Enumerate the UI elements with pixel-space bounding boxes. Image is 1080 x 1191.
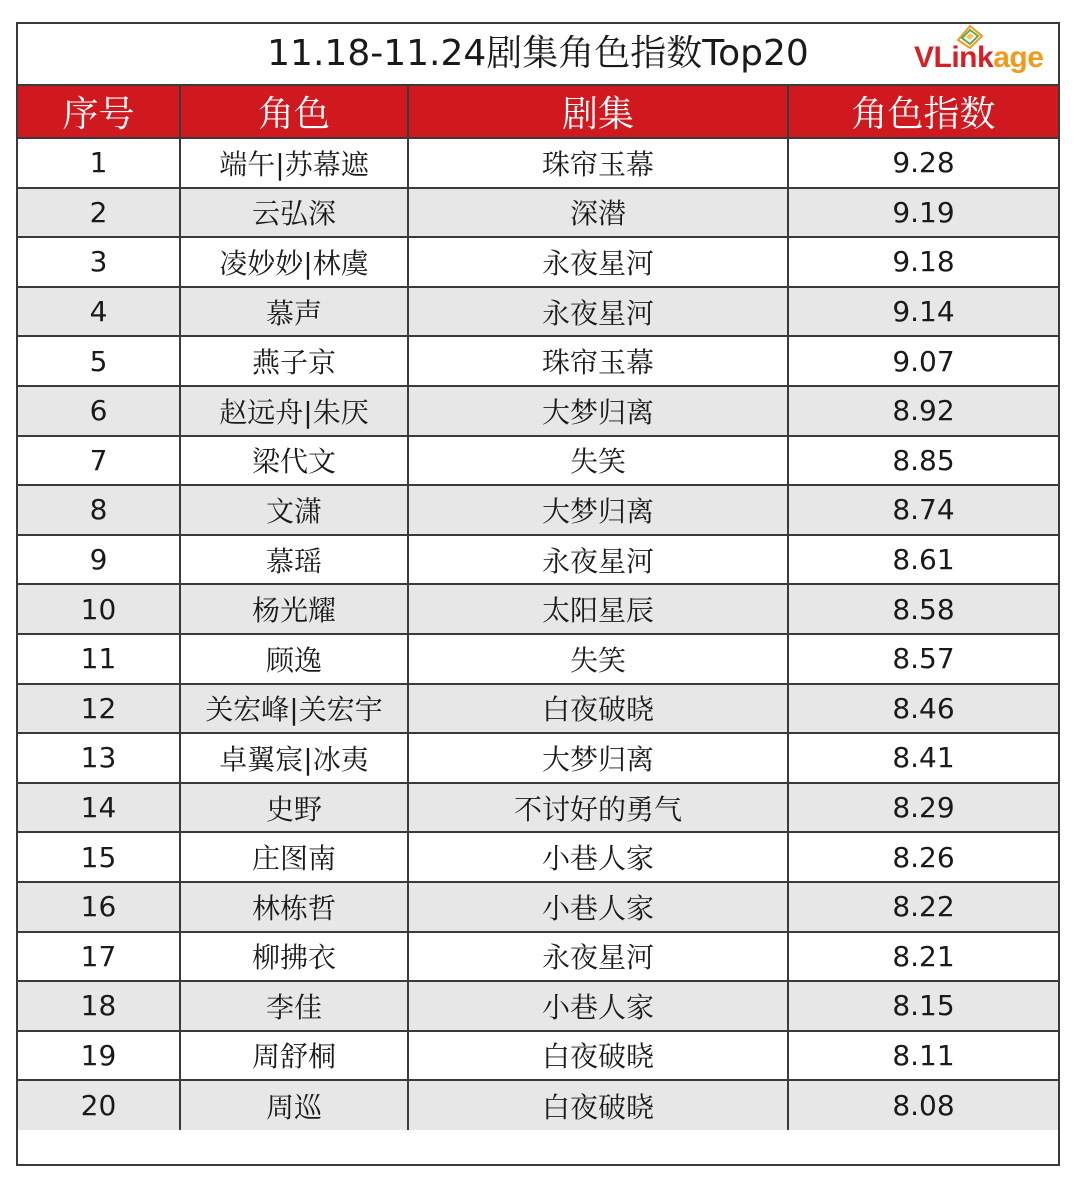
header-role: 角色 [180,86,408,138]
header-rank: 序号 [18,86,180,138]
drama-cell: 太阳星辰 [408,584,788,634]
table-row [18,436,1058,486]
index-cell: 8.85 [788,436,1058,486]
drama-cell: 小巷人家 [408,981,788,1031]
role-cell: 周舒桐 [180,1031,408,1081]
role-cell: 关宏峰|关宏宇 [180,684,408,734]
table-row [18,882,1058,932]
index-cell: 8.15 [788,981,1058,1031]
drama-cell: 珠帘玉幕 [408,138,788,188]
drama-cell: 大梦归离 [408,386,788,436]
index-cell: 9.18 [788,237,1058,287]
rank-cell: 5 [18,336,180,386]
table-row [18,336,1058,386]
table-row [18,981,1058,1031]
table-row [18,485,1058,535]
rank-cell: 7 [18,436,180,486]
index-cell: 9.28 [788,138,1058,188]
index-cell: 8.92 [788,386,1058,436]
role-cell: 梁代文 [180,436,408,486]
role-cell: 柳拂衣 [180,932,408,982]
drama-cell: 小巷人家 [408,882,788,932]
drama-cell: 失笑 [408,436,788,486]
index-cell: 8.46 [788,684,1058,734]
table-row [18,584,1058,634]
logo-text-vl: VL [914,41,952,74]
rank-cell: 8 [18,485,180,535]
role-cell: 杨光耀 [180,584,408,634]
drama-cell: 白夜破晓 [408,1031,788,1081]
drama-cell: 白夜破晓 [408,1080,788,1130]
table-row [18,535,1058,585]
rank-cell: 10 [18,584,180,634]
index-cell: 8.29 [788,783,1058,833]
drama-cell: 不讨好的勇气 [408,783,788,833]
role-cell: 周巡 [180,1080,408,1130]
header-index: 角色指数 [788,86,1058,138]
index-cell: 8.22 [788,882,1058,932]
drama-cell: 珠帘玉幕 [408,336,788,386]
logo-text [914,40,1043,76]
role-cell: 云弘深 [180,188,408,238]
rank-cell: 18 [18,981,180,1031]
drama-cell: 大梦归离 [408,733,788,783]
role-cell: 文潇 [180,485,408,535]
rank-cell: 19 [18,1031,180,1081]
table-row [18,1031,1058,1081]
rank-cell: 4 [18,287,180,337]
drama-cell: 永夜星河 [408,932,788,982]
index-cell: 9.07 [788,336,1058,386]
drama-cell: 大梦归离 [408,485,788,535]
table-row [18,138,1058,188]
rank-cell: 2 [18,188,180,238]
header-drama: 剧集 [408,86,788,138]
drama-cell: 永夜星河 [408,287,788,337]
drama-cell: 小巷人家 [408,832,788,882]
role-cell: 慕声 [180,287,408,337]
rank-cell: 20 [18,1080,180,1130]
drama-cell: 永夜星河 [408,535,788,585]
role-cell: 史野 [180,783,408,833]
role-cell: 李佳 [180,981,408,1031]
role-cell: 卓翼宸|冰夷 [180,733,408,783]
index-cell: 8.58 [788,584,1058,634]
index-cell: 8.11 [788,1031,1058,1081]
role-cell: 顾逸 [180,634,408,684]
rank-cell: 16 [18,882,180,932]
rank-cell: 15 [18,832,180,882]
role-cell: 燕子京 [180,336,408,386]
rank-cell: 13 [18,733,180,783]
logo-text-age: age [993,41,1044,74]
index-cell: 8.41 [788,733,1058,783]
rank-cell: 3 [18,237,180,287]
index-cell: 8.08 [788,1080,1058,1130]
role-cell: 端午|苏幕遮 [180,138,408,188]
index-cell: 9.19 [788,188,1058,238]
drama-cell: 失笑 [408,634,788,684]
index-cell: 8.57 [788,634,1058,684]
rank-cell: 1 [18,138,180,188]
index-cell: 8.21 [788,932,1058,982]
table-row [18,386,1058,436]
page-title: 11.18-11.24剧集角色指数Top20 [267,33,809,74]
role-cell: 庄图南 [180,832,408,882]
rank-cell: 6 [18,386,180,436]
table-row [18,783,1058,833]
table-row [18,634,1058,684]
rank-cell: 11 [18,634,180,684]
title-row [18,24,1058,86]
rank-cell: 17 [18,932,180,982]
index-cell: 8.74 [788,485,1058,535]
rank-cell: 14 [18,783,180,833]
table-row [18,1080,1058,1130]
index-cell: 8.61 [788,535,1058,585]
index-cell: 8.26 [788,832,1058,882]
table-row [18,188,1058,238]
drama-cell: 白夜破晓 [408,684,788,734]
role-cell: 凌妙妙|林虞 [180,237,408,287]
vlinkage-logo [908,24,1058,84]
table-body [18,138,1058,1130]
table-row [18,932,1058,982]
role-cell: 慕瑶 [180,535,408,585]
table-row [18,733,1058,783]
rank-cell: 12 [18,684,180,734]
table-header-row [18,86,1058,138]
ranking-table [18,86,1058,1130]
role-cell: 林栋哲 [180,882,408,932]
table-row [18,832,1058,882]
drama-cell: 永夜星河 [408,237,788,287]
logo-text-ink: ink [951,41,994,74]
index-cell: 9.14 [788,287,1058,337]
table-row [18,287,1058,337]
rank-cell: 9 [18,535,180,585]
table-row [18,237,1058,287]
table-row [18,684,1058,734]
drama-cell: 深潜 [408,188,788,238]
role-cell: 赵远舟|朱厌 [180,386,408,436]
ranking-table-frame [16,22,1060,1166]
